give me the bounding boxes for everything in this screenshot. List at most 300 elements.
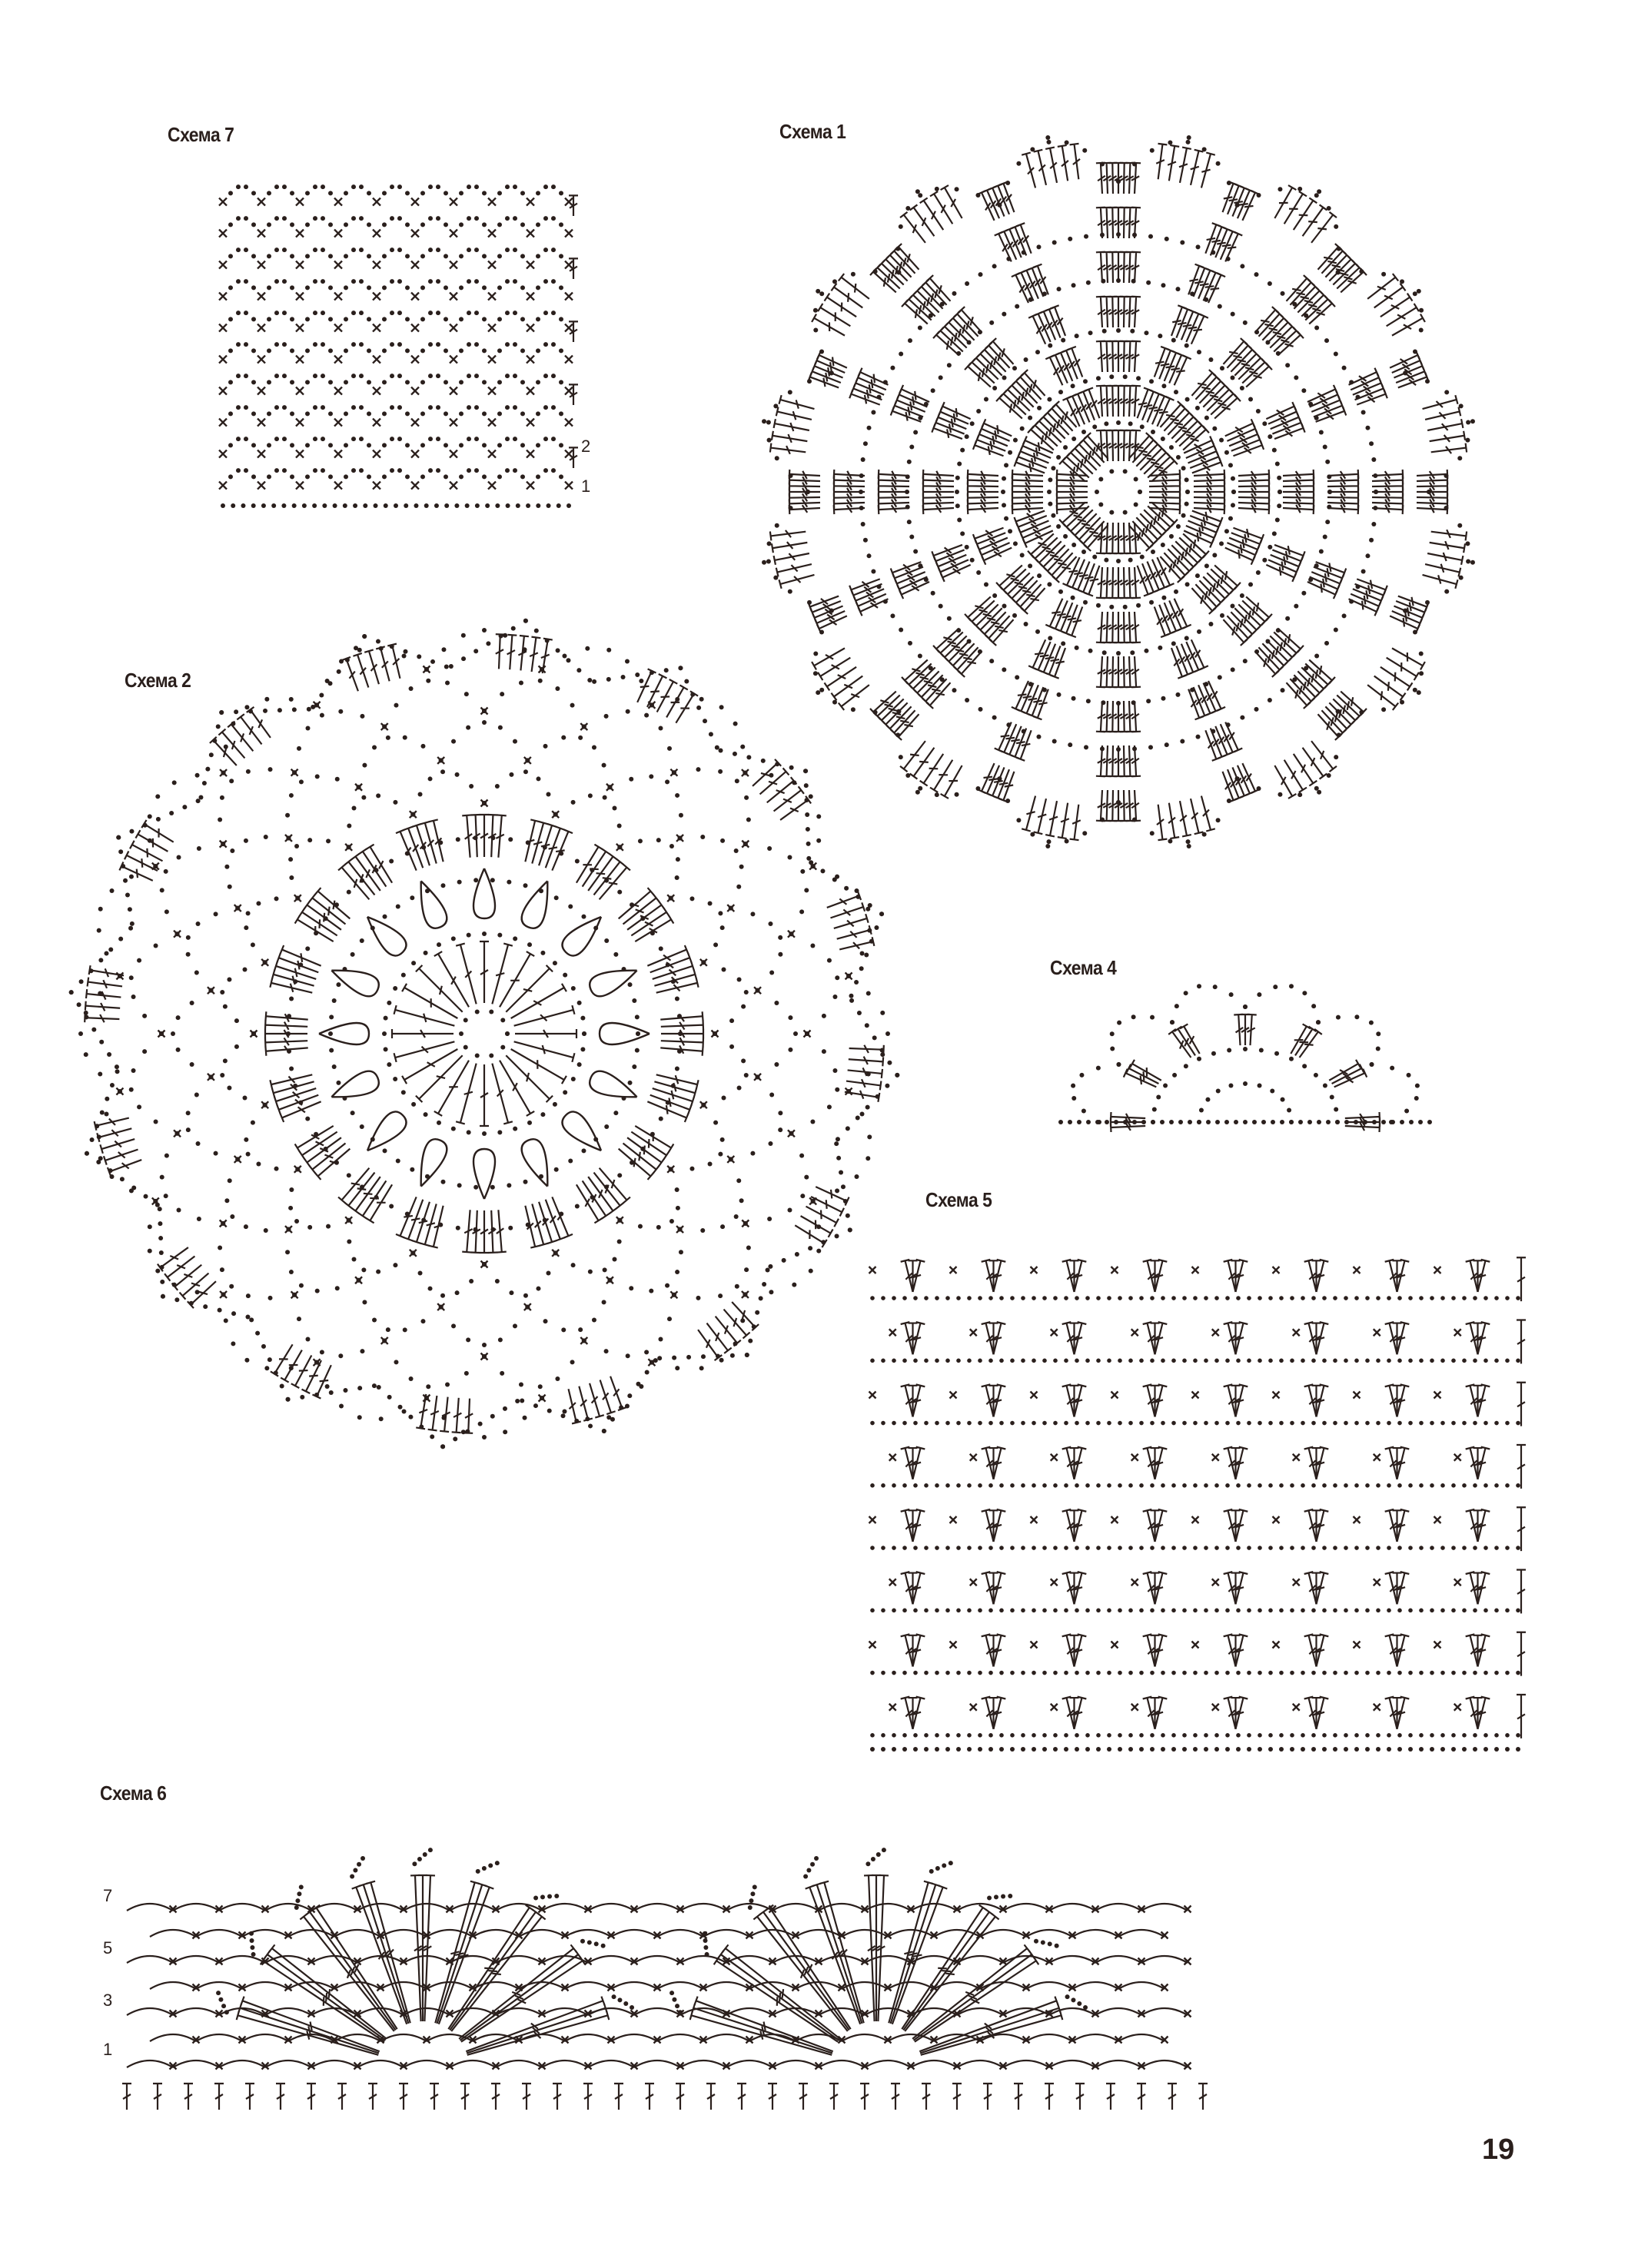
chain-stitch <box>902 1359 907 1363</box>
chain-stitch <box>769 1290 773 1294</box>
chain-stitch <box>1462 1546 1467 1550</box>
chain-stitch <box>902 1546 907 1550</box>
chain-stitch <box>1082 831 1087 835</box>
chain-stitch <box>571 986 576 991</box>
chain-stitch <box>988 1421 993 1426</box>
double-crochet <box>462 1210 472 1252</box>
chain-stitch <box>1150 1483 1155 1488</box>
chain-stitch <box>115 1064 119 1069</box>
chain-stitch <box>835 1088 839 1092</box>
single-crochet <box>527 261 534 269</box>
chain-stitch <box>224 1318 228 1323</box>
chain-stitch <box>382 1031 387 1036</box>
chain-stitch <box>735 1284 739 1289</box>
chain-stitch <box>195 1290 200 1294</box>
chain-stitch <box>1236 1296 1241 1300</box>
chain-stitch <box>1117 1021 1121 1025</box>
chain-stitch <box>313 216 317 221</box>
chain-stitch <box>1387 1359 1391 1363</box>
chain-stitch <box>1376 1733 1380 1738</box>
chain-stitch <box>987 1896 992 1901</box>
double-crochet <box>779 395 815 409</box>
chain-stitch <box>913 430 918 435</box>
chain-stitch <box>1132 817 1137 822</box>
chain-stitch <box>351 468 356 473</box>
double-crochet <box>1120 656 1129 687</box>
chain-stitch <box>536 285 540 290</box>
chain-stitch <box>104 1111 108 1116</box>
chain-stitch <box>1397 1359 1402 1363</box>
chain-stitch <box>321 468 325 473</box>
double-crochet <box>1034 799 1047 834</box>
double-crochet <box>811 1197 844 1216</box>
chain-stitch <box>1161 1671 1165 1675</box>
chain-stitch <box>1088 330 1093 335</box>
chain-stitch <box>1470 560 1475 565</box>
chain-stitch <box>863 538 868 543</box>
chain-stitch <box>716 1353 720 1358</box>
chain-arch <box>496 2060 542 2067</box>
chain-stitch <box>329 1048 334 1053</box>
chain-stitch <box>244 216 248 221</box>
double-crochet <box>1012 481 1043 490</box>
chain-stitch <box>1275 462 1280 467</box>
double-crochet <box>760 768 789 794</box>
chain-stitch <box>804 888 809 892</box>
chain-stitch <box>1197 1057 1201 1061</box>
chain-stitch <box>1342 613 1347 618</box>
chain-stitch <box>482 411 487 416</box>
chain-stitch <box>436 437 440 441</box>
single-crochet <box>1293 1704 1300 1711</box>
chain-stitch <box>955 792 959 797</box>
chain-stitch <box>231 1341 235 1346</box>
chain-stitch <box>635 1048 640 1053</box>
chain-stitch <box>879 912 884 916</box>
chain-stitch <box>227 1085 231 1090</box>
chain-stitch <box>428 279 433 284</box>
chain-stitch <box>1243 659 1248 663</box>
chain-stitch <box>1151 430 1155 434</box>
single-crochet <box>410 811 417 818</box>
chain-stitch <box>271 503 276 508</box>
chain-stitch <box>1259 1048 1264 1052</box>
double-crochet <box>901 1572 913 1604</box>
chain-stitch <box>1208 357 1213 362</box>
chain-stitch <box>382 191 387 195</box>
chain-stitch <box>730 1353 735 1358</box>
double-crochet <box>1168 145 1179 181</box>
double-crochet <box>1304 1509 1317 1542</box>
double-crochet <box>261 1957 384 2041</box>
chain-stitch <box>935 1866 940 1871</box>
chain-stitch <box>367 285 371 290</box>
chain-stitch <box>1311 1421 1316 1426</box>
chain-stitch <box>665 1283 669 1288</box>
double-crochet <box>1466 1447 1478 1479</box>
single-crochet <box>373 419 380 427</box>
chain-stitch <box>562 653 566 658</box>
chain-stitch <box>228 191 233 195</box>
chain-stitch <box>1034 1939 1038 1944</box>
double-crochet <box>396 1197 417 1237</box>
double-crochet <box>923 493 954 503</box>
chain-arch <box>450 2060 496 2067</box>
chain-stitch <box>1196 735 1201 739</box>
double-crochet <box>1372 487 1403 496</box>
chain-stitch <box>1516 1609 1520 1613</box>
chain-stitch <box>1075 1421 1079 1426</box>
chain-stitch <box>430 1434 434 1439</box>
chain-stitch <box>386 1327 390 1332</box>
double-crochet <box>1180 801 1191 836</box>
double-crochet <box>982 1634 994 1666</box>
chain-stitch <box>186 1127 191 1132</box>
chain-stitch <box>1430 1747 1434 1752</box>
chain-stitch <box>892 1421 896 1426</box>
single-crochet <box>334 450 342 458</box>
chain-stitch <box>1277 503 1281 508</box>
double-crochet <box>214 2084 224 2110</box>
chain-stitch <box>810 1862 815 1867</box>
chain-stitch <box>244 437 248 441</box>
double-crochet <box>1102 656 1111 687</box>
chain-stitch <box>1279 1483 1284 1488</box>
chain-stitch <box>251 348 256 353</box>
chain-stitch <box>875 1094 880 1099</box>
chain-stitch <box>436 342 440 347</box>
chain-stitch <box>568 904 573 908</box>
single-crochet <box>1212 1704 1219 1711</box>
chain-arch <box>634 2060 680 2067</box>
chain-stitch <box>769 970 774 975</box>
single-crochet <box>527 450 534 458</box>
chain-stitch <box>1042 1296 1047 1300</box>
double-crochet <box>1114 252 1123 283</box>
chain-stitch <box>545 638 550 643</box>
chain-arch <box>634 2008 680 2015</box>
double-crochet <box>1423 395 1458 409</box>
chain-stitch <box>778 952 782 957</box>
chain-stitch <box>286 1397 291 1402</box>
chain-stitch <box>865 1861 870 1866</box>
double-crochet <box>492 944 513 1004</box>
chain-stitch <box>703 1931 707 1936</box>
chain-stitch <box>1440 1359 1445 1363</box>
chain-stitch <box>290 191 294 195</box>
chain-stitch <box>367 317 371 321</box>
chain-stitch <box>762 560 766 565</box>
double-crochet <box>1385 1384 1397 1416</box>
chain-stitch <box>1430 1546 1434 1550</box>
single-crochet <box>869 1516 876 1523</box>
chain-stitch <box>669 844 674 848</box>
chain-stitch <box>807 379 812 384</box>
chain-stitch <box>403 1327 407 1332</box>
chain-stitch <box>354 646 358 650</box>
double-crochet <box>1125 567 1135 598</box>
chain-stitch <box>256 1161 261 1166</box>
chain-stitch <box>1071 384 1075 388</box>
chain-stitch <box>768 1264 772 1269</box>
chain-stitch <box>196 1141 201 1146</box>
chain-stitch <box>513 342 517 347</box>
chain-stitch <box>497 254 502 258</box>
chain-stitch <box>1333 1671 1337 1675</box>
chain-stitch <box>1216 818 1221 822</box>
double-crochet <box>1120 208 1129 238</box>
double-crochet <box>1022 796 1035 832</box>
double-crochet <box>1149 493 1180 503</box>
chain-stitch <box>437 1121 441 1125</box>
chain-stitch <box>1085 1546 1090 1550</box>
chain-stitch <box>344 191 348 195</box>
chain-stitch <box>513 468 517 473</box>
chain-arch <box>657 2034 703 2041</box>
chain-stitch <box>451 1127 456 1131</box>
chain-stitch <box>1096 1483 1101 1488</box>
chain-stitch <box>159 1250 164 1255</box>
double-crochet <box>1108 430 1117 461</box>
chain-stitch <box>803 769 808 773</box>
chain-stitch <box>386 736 390 740</box>
chain-stitch <box>1042 1483 1047 1488</box>
double-crochet <box>789 505 820 514</box>
chain-stitch <box>924 1747 929 1752</box>
chain-stitch <box>509 1290 513 1295</box>
single-crochet <box>334 482 342 490</box>
chain-stitch <box>428 216 433 221</box>
chain-stitch <box>353 1868 357 1873</box>
chain-stitch <box>109 888 114 893</box>
chain-stitch <box>344 474 348 479</box>
single-crochet <box>411 450 419 458</box>
double-crochet <box>218 729 244 759</box>
chain-stitch <box>505 310 510 315</box>
double-crochet <box>1114 208 1123 238</box>
chain-stitch <box>292 707 297 712</box>
chain-stitch <box>902 1671 907 1675</box>
chain-stitch <box>1408 1296 1413 1300</box>
double-crochet <box>923 487 954 496</box>
chain-stitch <box>69 990 74 995</box>
chain-arch <box>404 2060 450 2067</box>
chain-stitch <box>1021 1671 1025 1675</box>
chain-arch <box>980 1930 1026 1937</box>
chain-stitch <box>1206 1120 1211 1124</box>
chain-stitch <box>577 1001 582 1005</box>
chain-stitch <box>1419 1747 1424 1752</box>
chain-stitch <box>630 2005 634 2010</box>
single-crochet <box>869 1642 876 1649</box>
chain-stitch <box>98 958 103 962</box>
chain-stitch <box>908 338 912 343</box>
chain-stitch <box>465 503 470 508</box>
chain-stitch <box>1139 1296 1144 1300</box>
chain-stitch <box>1285 363 1290 367</box>
chain-stitch <box>246 911 251 915</box>
chain-stitch <box>420 411 425 416</box>
chain-stitch <box>1058 1120 1063 1124</box>
double-crochet <box>496 634 505 669</box>
chain-stitch <box>1236 1671 1241 1675</box>
chain-stitch <box>1371 457 1376 462</box>
chain-stitch <box>956 1747 961 1752</box>
chain-stitch <box>436 374 440 378</box>
chain-stitch <box>1294 375 1298 380</box>
chain-stitch <box>737 978 742 982</box>
chain-stitch <box>1048 344 1052 348</box>
double-crochet <box>1466 1697 1478 1729</box>
chain-stitch <box>505 342 510 347</box>
single-crochet <box>1454 1454 1461 1461</box>
chain-stitch <box>956 1733 961 1738</box>
chain-stitch <box>1021 1546 1025 1550</box>
single-crochet <box>742 1291 749 1298</box>
chain-stitch <box>978 707 982 712</box>
double-crochet <box>1466 1260 1478 1292</box>
double-crochet <box>1417 470 1447 479</box>
chain-stitch <box>313 247 317 252</box>
single-crochet <box>257 387 265 395</box>
chain-stitch <box>1258 1733 1262 1738</box>
chain-stitch <box>251 254 256 258</box>
double-crochet <box>1327 476 1358 485</box>
chain-stitch <box>947 616 952 621</box>
chain-stitch <box>1035 350 1040 354</box>
chain-stitch <box>1182 1483 1187 1488</box>
chain-stitch <box>397 405 402 410</box>
double-crochet <box>1198 2084 1208 2110</box>
chain-stitch <box>444 348 448 353</box>
chain-stitch <box>551 468 556 473</box>
chain-stitch <box>1258 1359 1262 1363</box>
chain-stitch <box>684 679 689 683</box>
chain-arch <box>127 2060 173 2067</box>
chain-stitch <box>196 799 201 803</box>
chain-stitch <box>546 1271 550 1276</box>
double-crochet <box>1385 1509 1397 1542</box>
chain-stitch <box>675 2004 679 2008</box>
chain-stitch <box>629 777 633 782</box>
chain-stitch <box>1042 1359 1047 1363</box>
single-crochet <box>481 1261 488 1268</box>
single-crochet <box>381 1337 388 1344</box>
chain-stitch <box>1085 1671 1090 1675</box>
chain-stitch <box>236 279 241 284</box>
chain-stitch <box>360 714 364 719</box>
double-crochet <box>901 1634 913 1666</box>
chain-stitch <box>228 348 233 353</box>
chain-stitch <box>246 1293 251 1298</box>
chain-stitch <box>1430 1671 1434 1675</box>
chain-stitch <box>129 975 134 980</box>
chain-stitch <box>1107 1733 1111 1738</box>
chain-stitch <box>351 405 356 410</box>
chain-stitch <box>551 216 556 221</box>
double-crochet <box>1392 314 1425 336</box>
chain-stitch <box>1440 1421 1445 1426</box>
double-crochet <box>789 470 820 479</box>
chain-stitch <box>384 1047 388 1051</box>
double-crochet <box>1385 1260 1397 1292</box>
double-crochet <box>1102 612 1111 643</box>
chain-stitch <box>231 503 235 508</box>
chain-stitch <box>592 745 596 750</box>
chain-stitch <box>1494 1609 1499 1613</box>
chain-stitch <box>1053 1421 1058 1426</box>
double-crochet <box>491 2084 500 2110</box>
chain-stitch <box>1344 1483 1348 1488</box>
chain-stitch <box>1247 1296 1251 1300</box>
double-crochet <box>1425 407 1460 420</box>
chain-stitch <box>1083 2005 1088 2010</box>
chain-stitch <box>268 767 273 772</box>
chain-arch <box>1026 2034 1072 2041</box>
chain-stitch <box>1032 1546 1036 1550</box>
chain-stitch <box>978 1609 982 1613</box>
chain-stitch <box>788 1048 792 1052</box>
chain-stitch <box>1161 1609 1165 1613</box>
chain-stitch <box>902 1483 907 1488</box>
double-crochet <box>1283 487 1314 496</box>
chain-arch <box>611 1930 657 1937</box>
chain-stitch <box>612 1257 616 1262</box>
chain-stitch <box>357 1415 362 1420</box>
chain-stitch <box>1002 603 1007 608</box>
double-crochet <box>1045 599 1062 629</box>
chain-stitch <box>1311 1671 1316 1675</box>
double-crochet <box>1194 499 1224 508</box>
chain-stitch <box>696 706 701 710</box>
chain-stitch <box>274 374 279 378</box>
chain-stitch <box>1165 237 1169 241</box>
chain-stitch <box>769 1093 774 1097</box>
chain-stitch <box>1505 1546 1510 1550</box>
single-crochet <box>1273 1267 1280 1273</box>
chain-stitch <box>1170 1020 1174 1024</box>
chain-stitch <box>1268 1733 1273 1738</box>
single-crochet <box>334 324 342 332</box>
single-crochet <box>889 1329 896 1336</box>
chain-stitch <box>984 397 988 402</box>
chain-stitch <box>360 1856 365 1861</box>
chain-stitch <box>390 247 394 252</box>
chain-stitch <box>1397 1296 1402 1300</box>
chain-arch <box>542 1904 588 1911</box>
chain-stitch <box>1277 490 1282 494</box>
chain-stitch <box>1311 1004 1316 1008</box>
chain-stitch <box>1440 1671 1445 1675</box>
double-crochet <box>968 487 998 496</box>
chain-stitch <box>1109 605 1114 609</box>
double-crochet <box>1070 805 1081 840</box>
chain-stitch <box>1123 469 1128 473</box>
chain-stitch <box>1397 1747 1402 1752</box>
double-crochet <box>416 1394 427 1429</box>
chain-stitch <box>131 1185 136 1190</box>
chain-stitch <box>909 534 914 539</box>
chain-stitch <box>1247 1483 1251 1488</box>
chain-stitch <box>766 1268 770 1273</box>
chain-stitch <box>244 1358 249 1363</box>
chain-stitch <box>98 907 103 912</box>
chain-stitch <box>957 517 962 522</box>
chain-stitch <box>1075 1483 1079 1488</box>
double-crochet <box>1417 487 1447 496</box>
single-crochet <box>488 293 496 301</box>
chain-stitch <box>520 254 525 258</box>
